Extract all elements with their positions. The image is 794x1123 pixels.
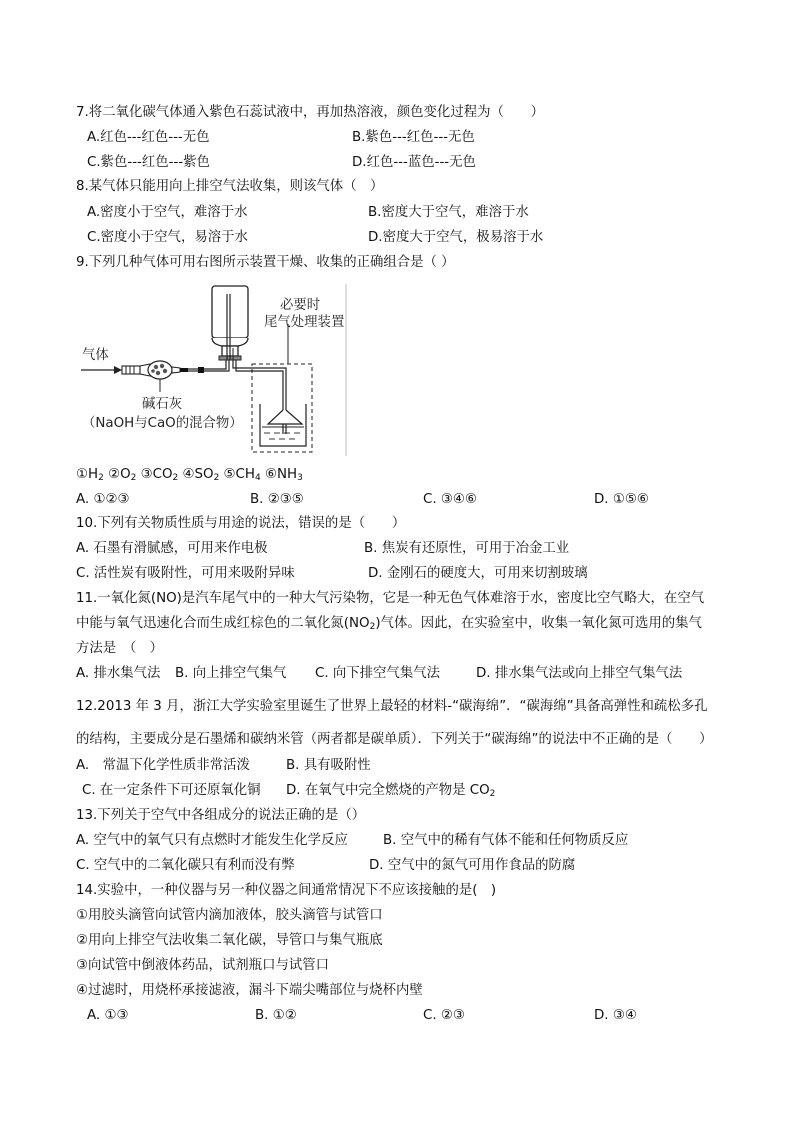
drying-collection-apparatus-figure (76, 282, 348, 458)
gas-inlet-arrow (81, 366, 122, 374)
q10-option-c: C. 活性炭有吸附性，可用来吸附异味 (76, 566, 295, 581)
inverted-funnel (268, 410, 302, 424)
q7-stem: 7.将二氧化碳气体通入紫色石蕊试液中，再加热溶液，颜色变化过程为（ ） (76, 105, 545, 120)
q13-option-a: A. 空气中的氧气只有点燃时才能发生化学反应 (76, 833, 348, 848)
q14-statement-4: ④过滤时，用烧杯承接滤液，漏斗下端尖嘴部位与烧杯内壁 (76, 983, 423, 998)
q12-stem-line-1: 12.2013 年 3 月，浙江大学实验室里诞生了世界上最轻的材料-“碳海绵”．“碳海绵”具备高弹性和疏松多孔 (76, 699, 708, 714)
q11-stem-line-2: 中能与氧气迅速化合而生成红棕色的二氧化氮$(NO_2)$气体。因此，在实验室中，收集一氧化氮可选用的集气 (76, 616, 702, 632)
q14-option-d: D. ③④ (594, 1008, 637, 1023)
q8-option-a: A.密度小于空气，难溶于水 (87, 205, 248, 220)
q10-stem: 10.下列有关物质性质与用途的说法，错误的是（ ） (76, 516, 406, 531)
q10-option-b: B. 焦炭有还原性，可用于冶金工业 (364, 541, 570, 556)
q14-option-b: B. ①② (255, 1008, 297, 1023)
q11-stem-line-3: 方法是 （ ） (76, 641, 164, 656)
q9-gas-list: $①H_2$ $②O_2$ $③CO_2$ $④SO_2$ $⑤CH_4$ $⑥NH_3$ (76, 467, 303, 483)
q14-statement-2: ②用向上排空气法收集二氧化碳，导管口与集气瓶底 (76, 933, 383, 948)
tail-label-1: 必要时 (280, 298, 321, 313)
q7-option-b: B.紫色---红色---无色 (352, 130, 475, 145)
q11-option-b: B. 向上排空气集气 (175, 666, 287, 681)
q8-stem: 8.某气体只能用向上排空气法收集，则该气体（ ） (76, 179, 384, 194)
q13-option-d: D. 空气中的氮气可用作食品的防腐 (369, 858, 576, 873)
q11-option-a: A. 排水集气法 (76, 666, 161, 681)
q7-option-c: C.紫色---红色---紫色 (87, 155, 210, 170)
q12-option-b: B. 具有吸附性 (286, 758, 371, 773)
q14-option-a: A. ①③ (87, 1008, 129, 1023)
drying-tube (122, 361, 204, 379)
q9-option-b: B. ②③⑤ (250, 492, 304, 507)
q14-statement-3: ③向试管中倒液体药品，试剂瓶口与试管口 (76, 958, 330, 973)
q8-option-c: C.密度小于空气，易溶于水 (87, 230, 248, 245)
q8-option-b: B.密度大于空气，难溶于水 (368, 205, 529, 220)
q12-option-a: A. 常温下化学性质非常活泼 (76, 758, 250, 773)
q13-option-c: C. 空气中的二氧化碳只有利而没有弊 (76, 858, 295, 873)
tail-label-2: 尾气处理装置 (264, 315, 345, 330)
collection-bottle (212, 286, 248, 360)
q13-stem: 13.下列关于空气中各组成分的说法正确的是（） (76, 808, 366, 823)
q12-option-d: D. 在氧气中完全燃烧的产物是 $CO_2$ (286, 783, 496, 799)
q10-option-d: D. 金刚石的硬度大，可用来切割玻璃 (368, 566, 588, 581)
gas-label: 气体 (82, 348, 109, 363)
q9-option-c: C. ③④⑥ (423, 492, 477, 507)
soda-lime-label: 碱石灰 (142, 397, 183, 412)
q9-option-d: D. ①⑤⑥ (594, 492, 649, 507)
q9-stem: 9.下列几种气体可用右图所示装置干燥、收集的正确组合是（ ） (76, 255, 455, 270)
q9-option-a: A. ①②③ (76, 492, 130, 507)
q14-stem: 14.实验中，一种仪器与另一种仪器之间通常情况下不应该接触的是( ) (76, 883, 497, 898)
q7-option-a: A.红色---红色---无色 (87, 130, 210, 145)
q12-stem-line-2: 的结构，主要成分是石墨烯和碳纳米管（两者都是碳单质）．下列关于“碳海绵”的说法中不正确的是（ ） (76, 732, 713, 747)
q11-option-d: D. 排水集气法或向上排空气集气法 (476, 666, 683, 681)
q7-option-d: D.红色---蓝色---无色 (352, 155, 476, 170)
q10-option-a: A. 石墨有滑腻感，可用来作电极 (76, 541, 268, 556)
q11-stem-line-1: 11.一氧化氮(NO)是汽车尾气中的一种大气污染物，它是一种无色气体难溶于水，密度比空气略大，在空气 (76, 591, 705, 606)
q12-option-c: C. 在一定条件下可还原氧化铜 (82, 783, 261, 798)
q14-statement-1: ①用胶头滴管向试管内滴加液体，胶头滴管与试管口 (76, 908, 383, 923)
q11-option-c: C. 向下排空气集气法 (315, 666, 440, 681)
q13-option-b: B. 空气中的稀有气体不能和任何物质反应 (383, 833, 629, 848)
q14-option-c: C. ②③ (423, 1008, 465, 1023)
soda-lime-note: （NaOH与CaO的混合物） (82, 416, 243, 431)
q8-option-d: D.密度大于空气，极易溶于水 (368, 230, 544, 245)
